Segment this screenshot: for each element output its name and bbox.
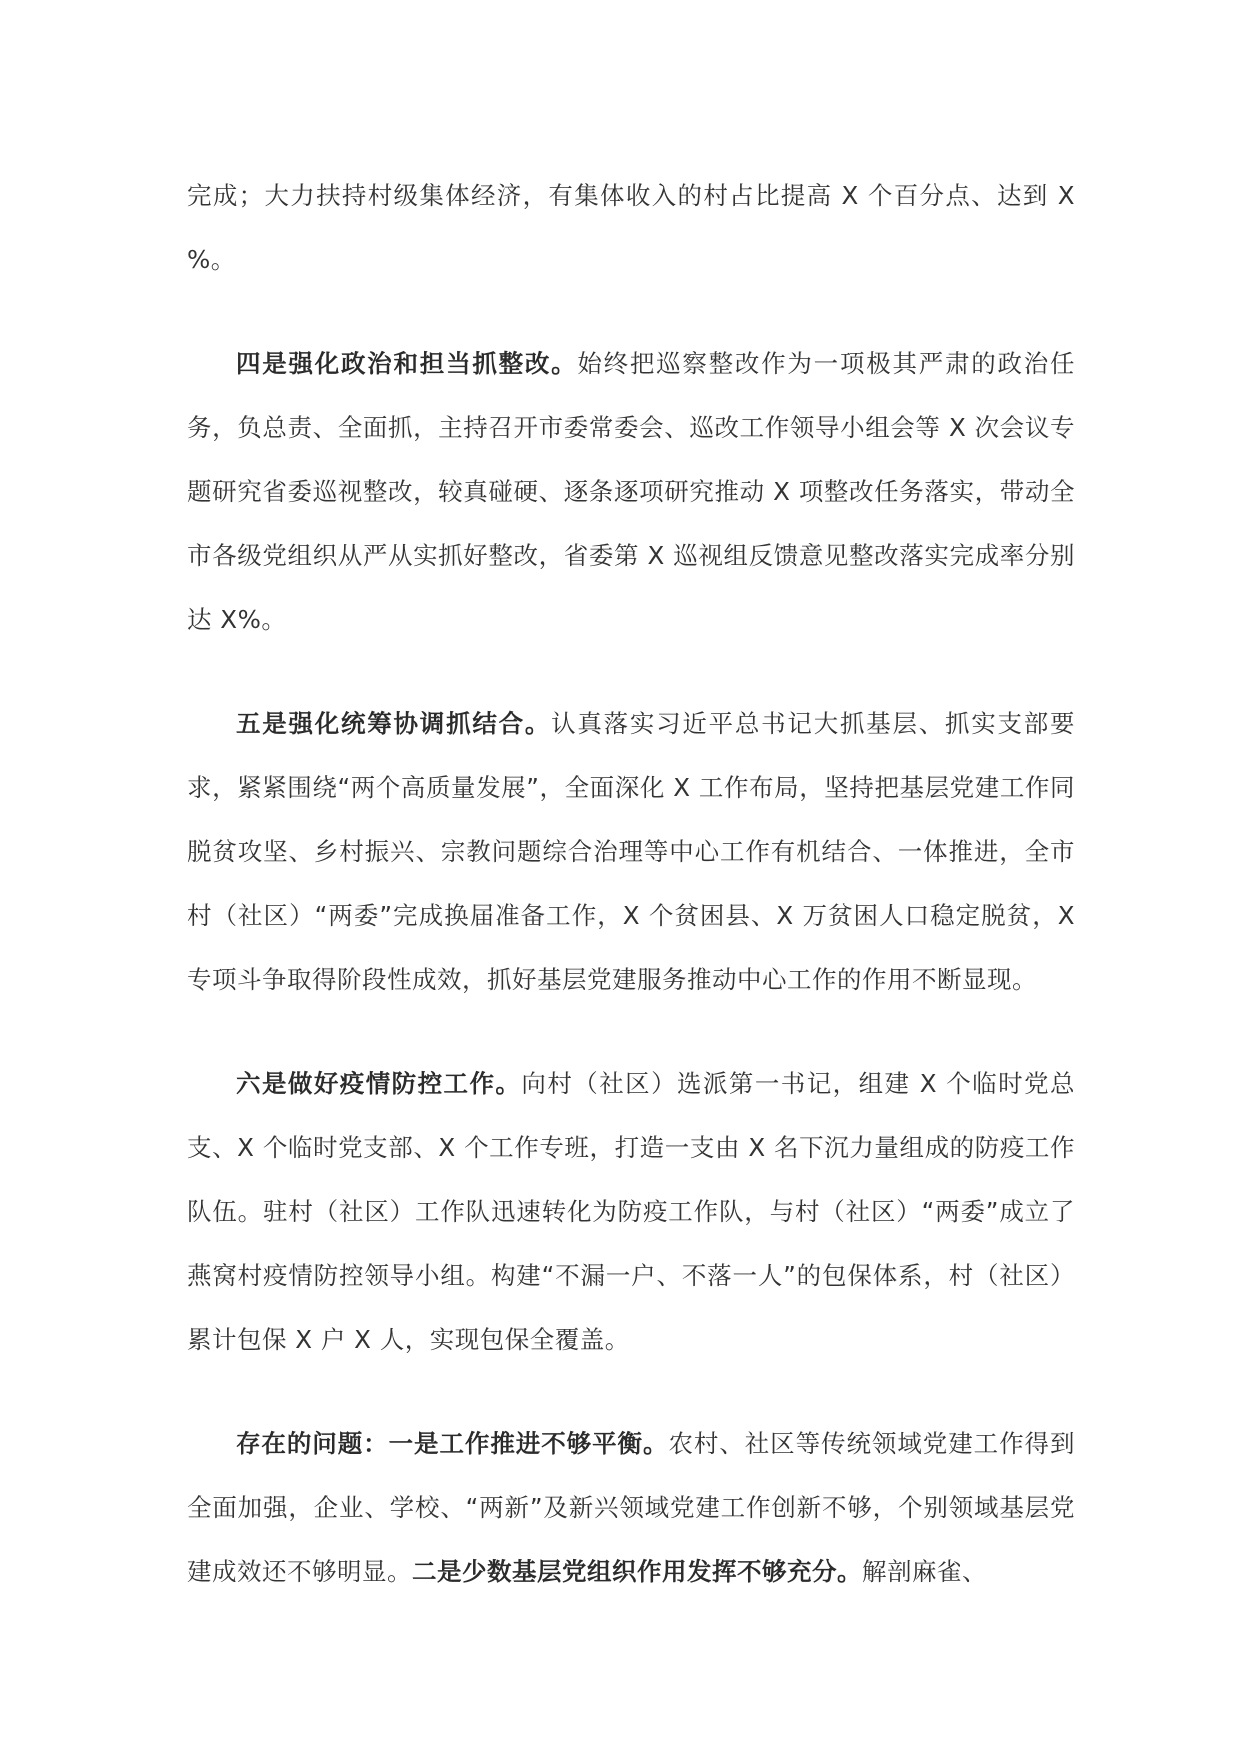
paragraph-gap [187, 1372, 1075, 1412]
paragraph-epidemic-control [187, 1052, 1075, 1372]
paragraph-text: 始终把巡察整改作为一项极其严肃的政治任务，负总责、全面抓，主持召开市委常委会、巡改工作领导小组会等 X 次会议专题研究省委巡视整改，较真碰硬、逐条逐项研究推动 X 项整改任务落实，带动全市各级党组织从严从实抓好整改，省委第 X 巡视组反馈意见整改落实完成率分别达 X%。 [187, 349, 1076, 634]
paragraph-text-tail: 解剖麻雀、 [862, 1557, 987, 1586]
paragraph-gap [187, 1012, 1075, 1052]
paragraph-text: 向村（社区）选派第一书记，组建 X 个临时党总支、X 个临时党支部、X 个工作专班，打造一支由 X 名下沉力量组成的防疫工作队伍。驻村（社区）工作队迅速转化为防疫工作队，与村（社区）“两委”成立了燕窝村疫情防控领导小组。构建“不漏一户、不落一人”的包保体系，村（社区）累计包保 X 户 X 人，实现包保全覆盖。 [187, 1069, 1076, 1354]
paragraph-text: 认真落实习近平总书记大抓基层、抓实支部要求，紧紧围绕“两个高质量发展”，全面深化 X 工作布局，坚持把基层党建工作同脱贫攻坚、乡村振兴、宗教问题综合治理等中心工作有机结合、一体推进，全市村（社区）“两委”完成换届准备工作，X 个贫困县、X 万贫困人口稳定脱贫，X 专项斗争取得阶段性成效，抓好基层党建服务推动中心工作的作用不断显现。 [187, 709, 1076, 994]
paragraph-continuation [187, 164, 1075, 292]
paragraph-coordination [187, 692, 1075, 1012]
document-body [187, 164, 1075, 1604]
paragraph-text: 农村、社区等传统领域党建工作得到全面加强，企业、学校、“两新”及新兴领域党建工作创新不够，个别领域基层党建成效还不够明显。 [187, 1429, 1075, 1586]
paragraph-heading: 四是强化政治和担当抓整改。 [236, 349, 578, 378]
paragraph-gap [187, 292, 1075, 332]
paragraph-subheading: 二是少数基层党组织作用发挥不够充分。 [412, 1557, 862, 1586]
paragraph-rectification [187, 332, 1075, 652]
paragraph-heading: 存在的问题：一是工作推进不够平衡。 [236, 1429, 669, 1458]
paragraph-problems [187, 1412, 1075, 1604]
paragraph-gap [187, 652, 1075, 692]
paragraph-heading: 五是强化统筹协调抓结合。 [236, 709, 552, 738]
paragraph-heading: 六是做好疫情防控工作。 [236, 1069, 522, 1098]
paragraph-text: 完成；大力扶持村级集体经济，有集体收入的村占比提高 X 个百分点、达到 X %。 [187, 181, 1075, 274]
